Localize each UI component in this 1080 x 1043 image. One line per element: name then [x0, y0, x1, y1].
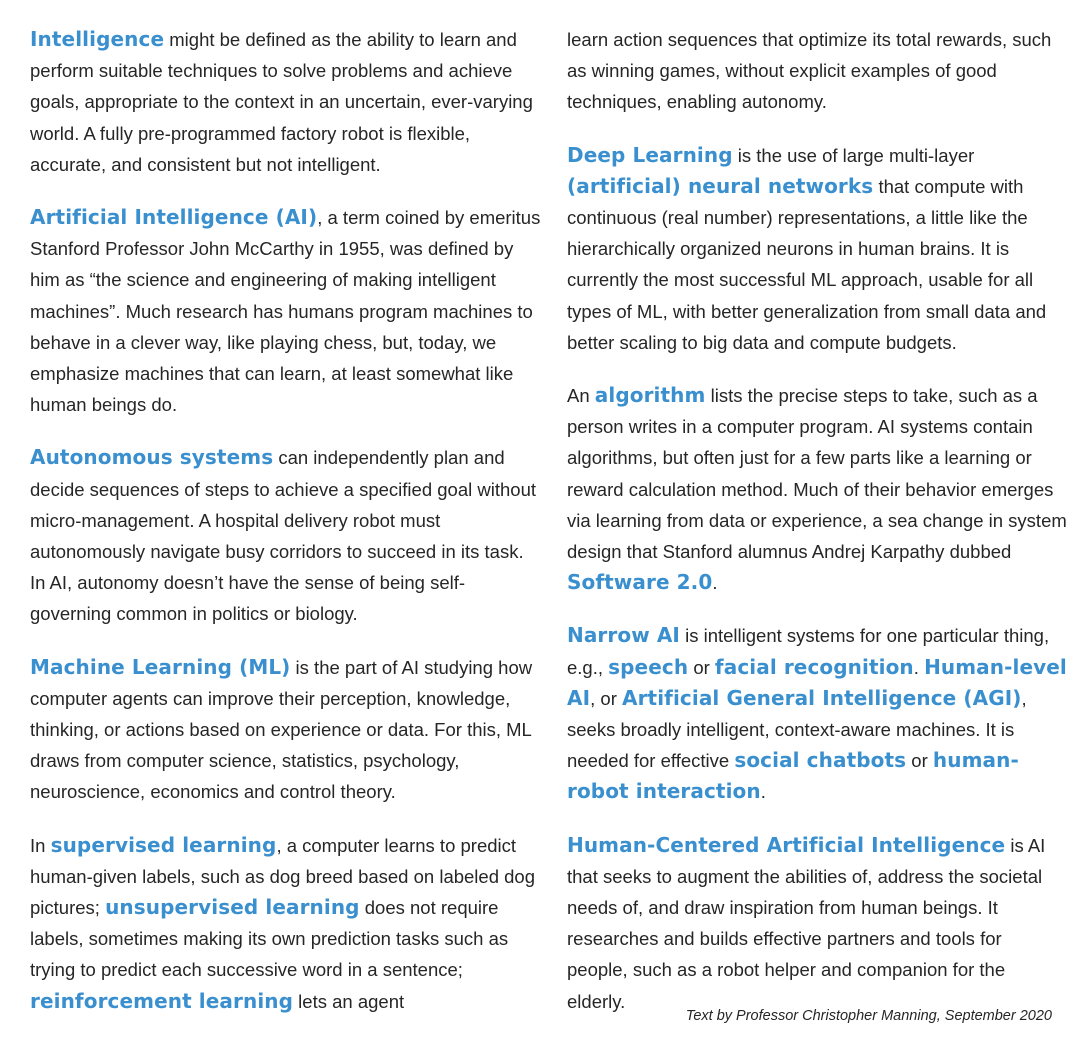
- paragraph-text: is AI that seeks to augment the abilities of, address the societal needs of, and draw inspiration from human beings. It researches and builds effective partners and tools for people, such as a robot helper and companion for the elderly.: [567, 834, 1046, 1012]
- glossary-term: Software 2.0: [567, 570, 713, 595]
- glossary-term: Narrow AI: [567, 623, 680, 648]
- glossary-term: (artificial) neural networks: [567, 173, 874, 198]
- paragraph-text: learn action sequences that optimize its total rewards, such as winning games, without explicit examples of good techniques, enabling autonomy.: [567, 29, 1052, 113]
- right-column: [567, 24, 1067, 1039]
- paragraph-text: , or: [590, 687, 622, 709]
- paragraph-text: is the use of large multi-layer: [732, 144, 975, 166]
- paragraph-text: An: [567, 385, 595, 407]
- glossary-paragraph: [30, 442, 544, 629]
- glossary-term: Autonomous systems: [30, 445, 274, 470]
- paragraph-text: is intelligent systems for one particular thing, e.g.,: [567, 625, 1050, 678]
- author-credit: Text by Professor Christopher Manning, September 2020: [685, 1008, 1052, 1024]
- glossary-term: Human-Centered Artificial Intelligence: [567, 832, 1006, 857]
- glossary-term: Human-level AI: [567, 654, 1067, 710]
- paragraph-text: is the part of AI studying how computer agents can improve their perception, knowledge, thinking, or actions based on experience or data. For this, ML draws from computer science, statistics, psychology, neuroscience, economics and control theory.: [30, 656, 533, 803]
- paragraph-text: or: [906, 750, 933, 772]
- paragraph-text: lists the precise steps to take, such as a person writes in a computer program. AI systems contain algorithms, but often just for a few parts like a learning or reward calculation method. Much of their behavior emerges via learning from data or experience, a sea change in system design that Stanford alumnus Andrej Karpathy dubbed: [567, 385, 1067, 563]
- glossary-paragraph: [567, 24, 1067, 118]
- glossary-paragraph: [30, 652, 544, 808]
- glossary-paragraph: [567, 380, 1067, 598]
- glossary-term: social chatbots: [734, 748, 907, 773]
- paragraph-text: .: [712, 572, 718, 594]
- paragraph-text: might be defined as the ability to learn and perform suitable techniques to solve problems and achieve goals, appropriate to the context in an uncertain, ever-varying world. A fully pre-programmed factory robot is flexible, accurate, and consistent but not intelligent.: [30, 29, 533, 175]
- paragraph-text: can independently plan and decide sequences of steps to achieve a specified goal without micro-management. A hospital delivery robot must autonomously navigate busy corridors to succeed in its task. In AI, autonomy doesn’t have the sense of being self-governing common in politics or biology.: [30, 447, 536, 625]
- glossary-term: Intelligence: [30, 27, 165, 51]
- glossary-term: facial recognition: [714, 654, 914, 679]
- paragraph-text: In: [30, 834, 51, 856]
- glossary-term: unsupervised learning: [105, 895, 360, 920]
- paragraph-text: that compute with continuous (real number) representations, a little like the hierarchically organized neurons in human brains. It is currently the most successful ML approach, usable for all types of ML, with better generalization from small data and better scaling to big data and compute budgets.: [567, 175, 1047, 353]
- glossary-paragraph: [567, 620, 1067, 807]
- glossary-term: Artificial General Intelligence (AGI): [622, 685, 1022, 710]
- paragraph-text: does not require labels, sometimes making its own prediction tasks such as trying to predict each successive word in a sentence;: [30, 897, 509, 981]
- glossary-paragraph: [567, 830, 1067, 1017]
- paragraph-text: .: [760, 781, 766, 803]
- glossary-paragraph: [30, 24, 544, 180]
- glossary-term: human-robot interaction: [567, 748, 1019, 804]
- glossary-paragraph: [30, 202, 544, 420]
- paragraph-text: .: [913, 656, 925, 678]
- glossary-term: Artificial Intelligence (AI): [30, 205, 318, 230]
- left-column: [30, 24, 544, 1039]
- glossary-term: Machine Learning (ML): [30, 654, 291, 679]
- paragraph-text: lets an agent: [293, 990, 405, 1012]
- paragraph-text: or: [688, 656, 715, 678]
- glossary-term: supervised learning: [50, 832, 277, 857]
- glossary-term: algorithm: [594, 383, 706, 408]
- glossary-paragraph: [567, 140, 1067, 358]
- glossary-term: Deep Learning: [567, 142, 733, 167]
- paragraph-text: , seeks broadly intelligent, context-aware machines. It is needed for effective: [567, 687, 1027, 772]
- glossary-paragraph: [30, 830, 544, 1017]
- paragraph-text: , a term coined by emeritus Stanford Professor John McCarthy in 1955, was defined by him as “the science and engineering of making intelligent machines”. Much research has humans program machines to behave in a clever way, like playing chess, but, today, we emphasize machines that can learn, at least somewhat like human beings do.: [30, 207, 541, 416]
- glossary-term: reinforcement learning: [30, 988, 294, 1013]
- paragraph-text: , a computer learns to predict human-given labels, such as dog breed based on labeled dog pictures;: [30, 834, 536, 919]
- glossary-term: speech: [608, 654, 689, 679]
